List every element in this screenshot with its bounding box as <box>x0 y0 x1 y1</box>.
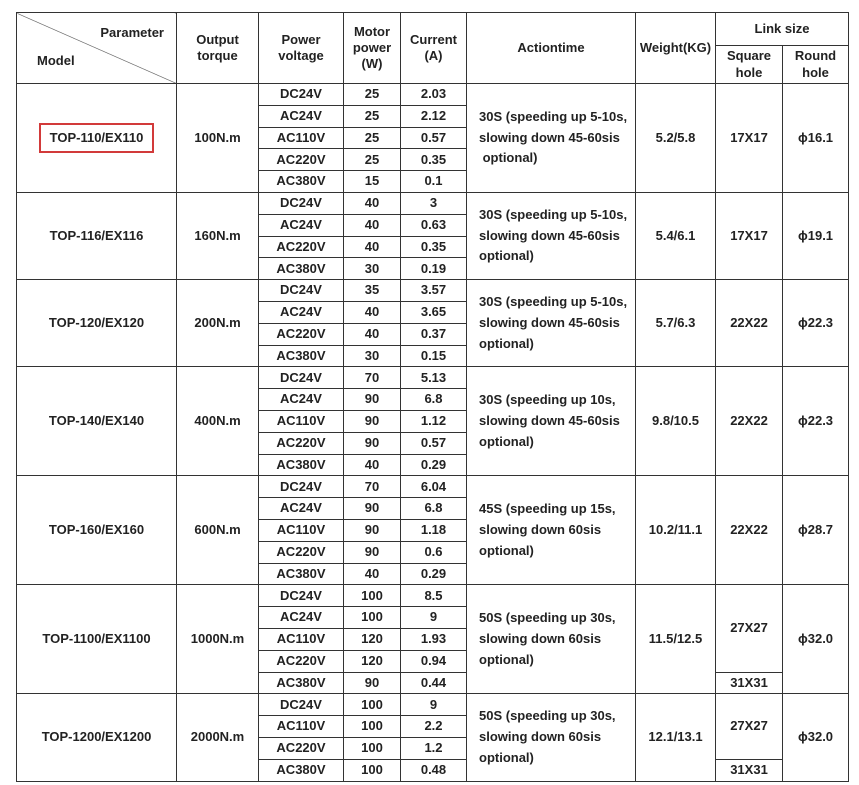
motor-power-cell: 100 <box>344 716 401 738</box>
round-hole-cell: ϕ16.1 <box>783 84 849 193</box>
current-cell: 2.03 <box>401 84 467 106</box>
model-name: TOP-1100/EX1100 <box>42 631 151 647</box>
weight-cell: 5.4/6.1 <box>636 192 716 279</box>
model-cell <box>17 476 177 585</box>
model-parameter-header <box>17 13 177 84</box>
power-voltage-header: Power voltage <box>259 13 344 84</box>
motor-power-cell: 90 <box>344 432 401 454</box>
motor-power-cell: 40 <box>344 236 401 258</box>
actiontime-line: slowing down 45-60sis <box>479 129 620 145</box>
current-cell: 6.8 <box>401 498 467 520</box>
voltage-cell: DC24V <box>259 476 344 498</box>
voltage-cell: AC220V <box>259 650 344 672</box>
actiontime-cell <box>467 280 636 367</box>
round-hole-cell: ϕ22.3 <box>783 280 849 367</box>
motor-power-cell: 30 <box>344 345 401 367</box>
current-cell: 0.48 <box>401 759 467 781</box>
motor-power-cell: 40 <box>344 323 401 345</box>
current-cell: 5.13 <box>401 367 467 389</box>
model-cell <box>17 694 177 781</box>
square-hole-header: Square hole <box>716 46 783 84</box>
voltage-cell: DC24V <box>259 367 344 389</box>
round-hole-header: Round hole <box>783 46 849 84</box>
motor-power-cell: 25 <box>344 127 401 149</box>
voltage-cell: AC220V <box>259 541 344 563</box>
actiontime-header: Actiontime <box>467 13 636 84</box>
actiontime-line: optional) <box>479 433 534 449</box>
actiontime-line: slowing down 60sis <box>479 729 602 744</box>
voltage-cell: AC380V <box>259 345 344 367</box>
square-hole-cell: 27X27 <box>716 694 783 759</box>
motor-power-cell: 90 <box>344 541 401 563</box>
torque-cell: 1000N.m <box>177 585 259 694</box>
model-name: TOP-116/EX116 <box>49 227 144 243</box>
current-cell: 0.35 <box>401 236 467 258</box>
actiontime-line: 45S (speeding up 15s, <box>479 501 616 517</box>
motor-power-cell: 30 <box>344 258 401 280</box>
current-cell: 6.8 <box>401 389 467 411</box>
model-cell <box>17 84 177 193</box>
square-hole-cell: 22X22 <box>716 367 783 476</box>
voltage-cell: AC110V <box>259 519 344 541</box>
square-hole-cell-alt: 31X31 <box>716 759 783 781</box>
motor-power-cell: 40 <box>344 214 401 236</box>
voltage-cell: AC110V <box>259 410 344 432</box>
motor-power-cell: 40 <box>344 454 401 476</box>
voltage-cell: AC24V <box>259 105 344 127</box>
actiontime-line: slowing down 60sis <box>479 630 602 646</box>
actiontime-cell <box>467 84 636 193</box>
current-cell: 0.1 <box>401 171 467 193</box>
current-cell: 3 <box>401 192 467 214</box>
torque-cell: 2000N.m <box>177 694 259 781</box>
current-cell: 0.6 <box>401 541 467 563</box>
motor-power-cell: 90 <box>344 672 401 694</box>
motor-power-cell: 100 <box>344 759 401 781</box>
current-cell: 0.57 <box>401 127 467 149</box>
voltage-cell: DC24V <box>259 84 344 106</box>
motor-power-cell: 90 <box>344 519 401 541</box>
motor-power-cell: 90 <box>344 389 401 411</box>
model-cell <box>17 585 177 694</box>
motor-power-cell: 40 <box>344 563 401 585</box>
model-name: TOP-1200/EX1200 <box>41 729 152 745</box>
torque-cell: 100N.m <box>177 84 259 193</box>
actiontime-line: slowing down 45-60sis <box>479 227 620 243</box>
motor-power-cell: 100 <box>344 607 401 629</box>
output-torque-header: Output torque <box>177 13 259 84</box>
actiontime-line: slowing down 60sis <box>479 521 602 537</box>
motor-power-cell: 25 <box>344 149 401 171</box>
motor-power-cell: 120 <box>344 650 401 672</box>
voltage-cell: AC110V <box>259 127 344 149</box>
square-hole-cell: 17X17 <box>716 192 783 279</box>
voltage-cell: DC24V <box>259 192 344 214</box>
motor-power-cell: 15 <box>344 171 401 193</box>
motor-power-cell: 90 <box>344 410 401 432</box>
current-cell: 2.2 <box>401 716 467 738</box>
current-cell: 9 <box>401 694 467 716</box>
current-cell: 1.12 <box>401 410 467 432</box>
actiontime-line: 50S (speeding up 30s, <box>479 708 616 724</box>
motor-power-cell: 25 <box>344 84 401 106</box>
voltage-cell: DC24V <box>259 280 344 302</box>
round-hole-cell: ϕ28.7 <box>783 476 849 585</box>
actiontime-cell <box>467 367 636 476</box>
current-cell: 8.5 <box>401 585 467 607</box>
voltage-cell: AC24V <box>259 498 344 520</box>
motor-power-cell: 40 <box>344 301 401 323</box>
current-cell: 1.2 <box>401 737 467 759</box>
voltage-cell: AC220V <box>259 236 344 258</box>
table-row <box>17 585 849 607</box>
weight-cell: 5.7/6.3 <box>636 280 716 367</box>
voltage-cell: AC24V <box>259 389 344 411</box>
table-row <box>17 84 849 106</box>
voltage-cell: AC380V <box>259 759 344 781</box>
round-hole-cell: ϕ32.0 <box>783 694 849 781</box>
current-cell: 3.65 <box>401 301 467 323</box>
voltage-cell: AC380V <box>259 258 344 280</box>
table-row <box>17 694 849 716</box>
square-hole-cell-alt: 31X31 <box>716 672 783 694</box>
motor-power-cell: 25 <box>344 105 401 127</box>
actiontime-line: 30S (speeding up 10s, <box>479 392 616 408</box>
torque-cell: 400N.m <box>177 367 259 476</box>
voltage-cell: AC110V <box>259 628 344 650</box>
current-cell: 6.04 <box>401 476 467 498</box>
current-cell: 9 <box>401 607 467 629</box>
actiontime-line: 30S (speeding up 5-10s, <box>479 108 628 124</box>
square-hole-cell: 17X17 <box>716 84 783 193</box>
voltage-cell: AC220V <box>259 149 344 171</box>
current-cell: 1.93 <box>401 628 467 650</box>
motor-power-cell: 100 <box>344 694 401 716</box>
motor-power-header: Motor power (W) <box>344 13 401 84</box>
table-row <box>17 192 849 214</box>
motor-power-cell: 120 <box>344 628 401 650</box>
model-cell <box>17 192 177 279</box>
weight-cell: 11.5/12.5 <box>636 585 716 694</box>
actiontime-line: optional) <box>479 651 534 667</box>
motor-power-cell: 70 <box>344 476 401 498</box>
actiontime-line: 30S (speeding up 5-10s, <box>479 206 628 222</box>
voltage-cell: AC24V <box>259 301 344 323</box>
actiontime-line: optional) <box>479 150 538 166</box>
square-hole-cell: 22X22 <box>716 280 783 367</box>
actiontime-cell <box>467 476 636 585</box>
model-name-highlighted: TOP-110/EX110 <box>39 123 155 153</box>
current-cell: 0.63 <box>401 214 467 236</box>
voltage-cell: AC24V <box>259 214 344 236</box>
voltage-cell: AC220V <box>259 432 344 454</box>
actiontime-line: 50S (speeding up 30s, <box>479 610 616 626</box>
motor-power-cell: 90 <box>344 498 401 520</box>
current-cell: 3.57 <box>401 280 467 302</box>
torque-cell: 160N.m <box>177 192 259 279</box>
motor-power-cell: 70 <box>344 367 401 389</box>
table-row <box>17 476 849 498</box>
model-name: TOP-120/EX120 <box>48 315 145 331</box>
round-hole-cell: ϕ19.1 <box>783 192 849 279</box>
actiontime-line: optional) <box>479 749 534 765</box>
actiontime-cell <box>467 585 636 694</box>
current-cell: 1.18 <box>401 519 467 541</box>
actiontime-cell <box>467 192 636 279</box>
actiontime-line: slowing down 45-60sis <box>479 412 620 428</box>
weight-cell: 5.2/5.8 <box>636 84 716 193</box>
current-cell: 0.15 <box>401 345 467 367</box>
current-header: Current (A) <box>401 13 467 84</box>
actiontime-cell <box>467 694 636 781</box>
current-cell: 0.19 <box>401 258 467 280</box>
current-cell: 0.44 <box>401 672 467 694</box>
current-cell: 0.29 <box>401 563 467 585</box>
actiontime-line: optional) <box>479 335 534 351</box>
round-hole-cell: ϕ22.3 <box>783 367 849 476</box>
model-cell <box>17 280 177 367</box>
voltage-cell: AC380V <box>259 672 344 694</box>
weight-cell: 10.2/11.1 <box>636 476 716 585</box>
voltage-cell: AC380V <box>259 171 344 193</box>
square-hole-cell: 22X22 <box>716 476 783 585</box>
model-name: TOP-140/EX140 <box>48 413 145 429</box>
torque-cell: 200N.m <box>177 280 259 367</box>
weight-cell: 12.1/13.1 <box>636 694 716 781</box>
current-cell: 0.37 <box>401 323 467 345</box>
voltage-cell: AC380V <box>259 563 344 585</box>
weight-header: Weight(KG) <box>636 13 716 84</box>
voltage-cell: AC24V <box>259 607 344 629</box>
actiontime-line: 30S (speeding up 5-10s, <box>479 294 628 310</box>
current-cell: 2.12 <box>401 105 467 127</box>
actiontime-line: optional) <box>479 248 534 264</box>
current-cell: 0.29 <box>401 454 467 476</box>
model-cell <box>17 367 177 476</box>
voltage-cell: AC110V <box>259 716 344 738</box>
current-cell: 0.57 <box>401 432 467 454</box>
current-cell: 0.94 <box>401 650 467 672</box>
current-cell: 0.35 <box>401 149 467 171</box>
voltage-cell: AC220V <box>259 737 344 759</box>
voltage-cell: AC220V <box>259 323 344 345</box>
voltage-cell: DC24V <box>259 694 344 716</box>
link-size-header: Link size <box>716 13 849 46</box>
motor-power-cell: 40 <box>344 192 401 214</box>
weight-cell: 9.8/10.5 <box>636 367 716 476</box>
motor-power-cell: 35 <box>344 280 401 302</box>
square-hole-cell: 27X27 <box>716 585 783 672</box>
parameter-label: Parameter <box>100 25 164 40</box>
model-name: TOP-160/EX160 <box>48 522 145 538</box>
round-hole-cell: ϕ32.0 <box>783 585 849 694</box>
spec-table-body <box>17 84 849 782</box>
torque-cell: 600N.m <box>177 476 259 585</box>
spec-table <box>16 12 849 782</box>
model-label: Model <box>37 52 75 68</box>
actiontime-line: optional) <box>479 542 534 558</box>
motor-power-cell: 100 <box>344 585 401 607</box>
table-row <box>17 367 849 389</box>
motor-power-cell: 100 <box>344 737 401 759</box>
voltage-cell: DC24V <box>259 585 344 607</box>
table-row <box>17 280 849 302</box>
voltage-cell: AC380V <box>259 454 344 476</box>
actiontime-line: slowing down 45-60sis <box>479 314 620 330</box>
